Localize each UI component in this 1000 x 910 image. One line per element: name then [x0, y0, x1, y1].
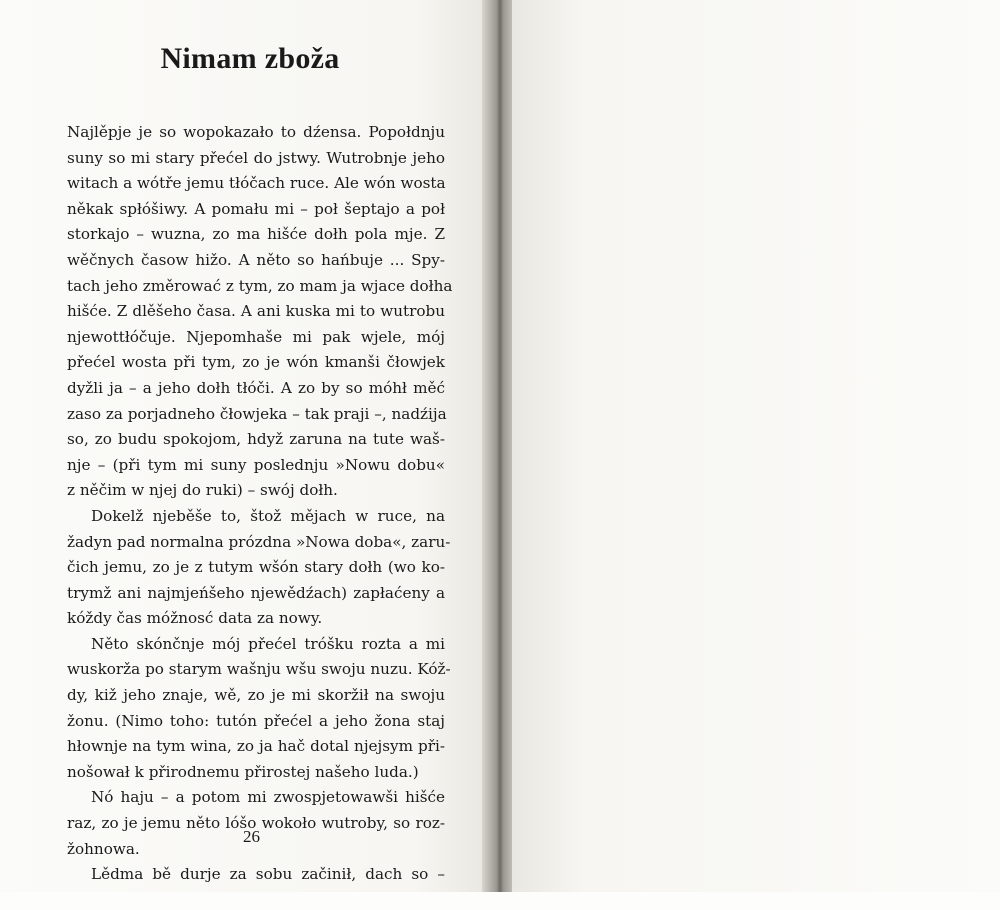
- text-line: kóždy čas móžnosć data za nowy.: [67, 609, 323, 628]
- text-line: Nó haju – a potom mi zwospjetowawši hišće: [91, 788, 445, 807]
- text-line: zaso za porjadneho čłowjeka – tak praji –, nadźija: [67, 404, 447, 423]
- left-page: [0, 0, 488, 892]
- text-line: so, zo budu spokojom, hdyž zaruna na tute waš-: [67, 430, 445, 449]
- right-page: [512, 0, 1000, 892]
- text-line: witach a wótře jemu tłóčach ruce. Ale wón wosta: [67, 174, 446, 193]
- text-line: suny so mi stary přećel do jstwy. Wutrobnje jeho: [67, 148, 445, 167]
- text-line: přećel wosta při tym, zo je wón kmanši čłowjek: [67, 353, 445, 372]
- text-line: wěčnych časow hižo. A něto so hańbuje ... Spy-: [67, 250, 445, 269]
- text-line: čich jemu, zo je z tutym wšón stary dołh (wo ko-: [67, 558, 445, 577]
- text-line: Lědma bě durje za sobu začinił, dach so –: [91, 865, 445, 884]
- text-line: žohnowa.: [67, 839, 140, 858]
- chapter-title: Nimam zboža: [160, 42, 340, 75]
- left-page-text: [67, 120, 453, 888]
- text-line: dyžli ja – a jeho dołh tłóči. A zo by so móhł měć: [67, 378, 445, 397]
- text-line: tach jeho změrować z tym, zo mam ja wjace dołha: [67, 276, 453, 295]
- text-line: nje – (při tym mi suny poslednju »Nowu dobu«: [67, 455, 445, 474]
- text-line: raz, zo je jemu něto lóšo wokoło wutroby, so roz-: [67, 814, 445, 833]
- text-line: Něto skónčnje mój přećel tróšku rozta a mi: [91, 634, 445, 653]
- text-line: hłownje na tym wina, zo ja hač dotal njejsym při-: [67, 737, 445, 756]
- text-line: dy, kiž jeho znaje, wě, zo je mi skoržił na swoju: [67, 686, 445, 705]
- text-line: wuskorža po starym wašnju wšu swoju nuzu. Kóž-: [67, 660, 451, 679]
- text-line: njewottłóčuje. Njepomhaše mi pak wjele, mój: [67, 327, 445, 346]
- text-line: Najlěpje je so wopokazało to dźensa. Popołdnju: [67, 123, 445, 141]
- text-line: z něčim w njej do ruki) – swój dołh.: [67, 481, 338, 500]
- page-number-left: 26: [243, 827, 260, 846]
- text-line: nošował k přirodnemu přirostej našeho luda.): [67, 762, 419, 781]
- text-line: trymž ani najmjeńšeho njewědźach) zapłaćeny a: [67, 583, 445, 602]
- text-line: Dokelž njeběše to, štož mějach w ruce, na: [91, 506, 445, 525]
- text-line: někak spłóšiwy. A pomału mi – poł šeptajo a poł: [67, 199, 445, 218]
- text-line: hišće. Z dlěšeho časa. A ani kuska mi to wutrobu: [67, 302, 445, 321]
- text-line: žadyn pad normalna prózdna »Nowa doba«, zaru-: [67, 532, 451, 551]
- text-line: storkajo – wuzna, zo ma hišće dołh pola mje. Z: [67, 225, 445, 244]
- text-line: žonu. (Nimo toho: tutón přećel a jeho žona staj: [67, 711, 445, 730]
